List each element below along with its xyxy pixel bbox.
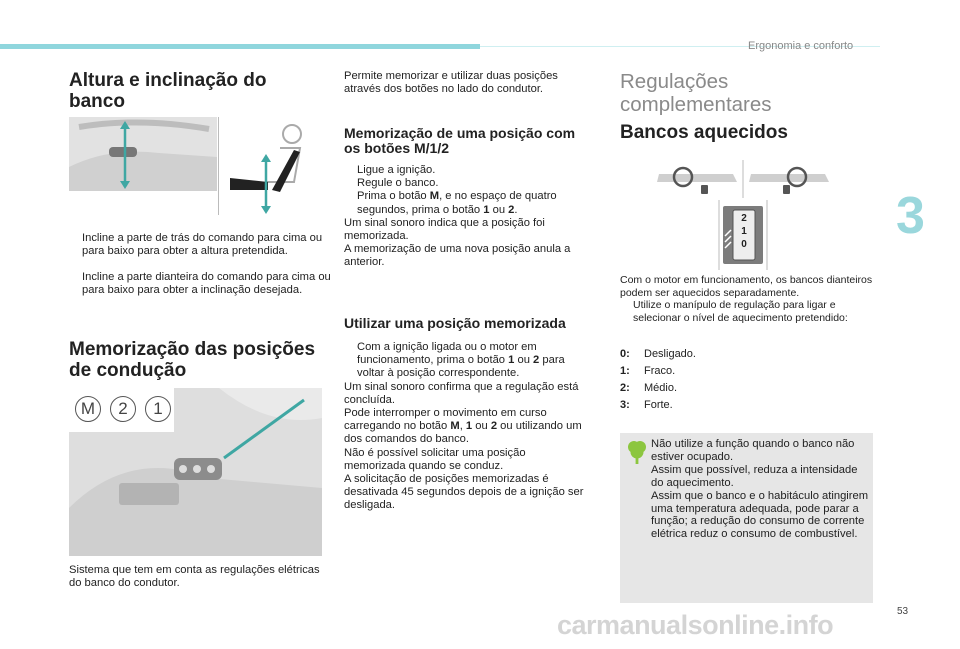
header-accent-bar bbox=[0, 44, 480, 49]
section-title-additional-settings: Regulações complementares bbox=[620, 70, 772, 116]
seat-control-image bbox=[69, 117, 217, 191]
heat-level-0: 0: Desligado. bbox=[620, 348, 696, 360]
memorize-confirm: Um sinal sonoro indica que a posição foi memorizada. bbox=[344, 216, 545, 243]
running-title: Ergonomia e conforto bbox=[748, 40, 854, 52]
heat-level-1: 1: Fraco. bbox=[620, 365, 676, 377]
use-steps bbox=[344, 341, 590, 513]
step-adjust-seat: Regule o banco. bbox=[357, 177, 439, 190]
watermark: carmanualsonline.info bbox=[557, 610, 834, 640]
section-title-driving-positions: Memorização das posições de condução bbox=[69, 339, 316, 381]
heat-instruction: Utilize o manípulo de regulação para ligar e selecionar o nível de aquecimento pretendido: bbox=[633, 299, 848, 324]
bullet-tilt-rear: Incline a parte de trás do comando para cima ou para baixo para obter a altura pretendida. bbox=[82, 232, 323, 258]
heading-use-position: Utilizar uma posição memorizada bbox=[344, 315, 566, 331]
memory-intro: Permite memorizar e utilizar duas posições através dos botões no lado do condutor. bbox=[344, 70, 558, 96]
eco-tree-icon bbox=[627, 439, 647, 465]
button-2-icon: 2 bbox=[110, 396, 136, 422]
eco-note-box bbox=[620, 433, 873, 603]
button-1-icon: 1 bbox=[145, 396, 171, 422]
heat-levels-list bbox=[620, 346, 820, 414]
button-m-icon: M bbox=[75, 396, 101, 422]
memorize-overwrite: A memorização de uma nova posição anula a anterior. bbox=[344, 243, 571, 269]
memory-buttons-image bbox=[69, 388, 322, 556]
heading-heated-seats: Bancos aquecidos bbox=[620, 122, 788, 143]
image-divider bbox=[218, 117, 219, 215]
chapter-number: 3 bbox=[896, 187, 925, 245]
use-deactivation: A solicitação de posições memorizadas é desativada 45 segundos depois de a ignição ser desligada. bbox=[344, 473, 584, 512]
use-driving-restriction: Não é possível solicitar uma posição memorizada quando se conduz. bbox=[344, 446, 526, 472]
use-confirm: Um sinal sonoro confirma que a regulação está concluída. bbox=[344, 380, 579, 406]
image-caption: Sistema que tem em conta as regulações elétricas do banco do condutor. bbox=[69, 564, 320, 590]
heat-dial-labels: 2 1 0 bbox=[741, 213, 747, 250]
heat-intro: Com o motor em funcionamento, os bancos dianteiros podem ser aquecidos separadamente. Utilize o manípulo de regulação para ligar e selecionar o nível de aquecimento pretendido: bbox=[620, 274, 876, 324]
seat-diagram-image bbox=[222, 120, 320, 216]
eco-note-text: Não utilize a função quando o banco não estiver ocupado. Assim que possível, reduza a intensidade do aquecimento. Assim que o banco e o habitáculo atingirem uma temperatura adequada, pode parar a função; a redução do consumo de corrente elétrica reduz o consumo de combustível. bbox=[651, 438, 869, 541]
heated-seat-diagram bbox=[657, 160, 829, 272]
heat-level-2: 2: Médio. bbox=[620, 382, 678, 394]
section-title-height-tilt: Altura e inclinação do banco bbox=[69, 70, 267, 112]
heading-memorize-position: Memorização de uma posição com os botões M/1/2 bbox=[344, 125, 576, 156]
step-ignition: Ligue a ignição. bbox=[357, 164, 436, 176]
bullet-tilt-front: Incline a parte dianteira do comando para cima ou para baixo para obter a inclinação desejada. bbox=[82, 271, 331, 297]
page-number: 53 bbox=[897, 606, 909, 617]
use-interrupt: Pode interromper o movimento em curso carregando no botão M, 1 ou 2 ou utilizando um dos comandos do banco. bbox=[344, 407, 582, 446]
step-press-buttons: Prima o botão M, e no espaço de quatro segundos, prima o botão 1 ou 2. bbox=[357, 190, 557, 216]
step-recall: Com a ignição ligada ou o motor em funcionamento, prima o botão 1 ou 2 para voltar à posição correspondente. bbox=[357, 341, 565, 380]
heat-level-3: 3: Forte. bbox=[620, 399, 673, 411]
memorize-steps bbox=[344, 164, 590, 270]
